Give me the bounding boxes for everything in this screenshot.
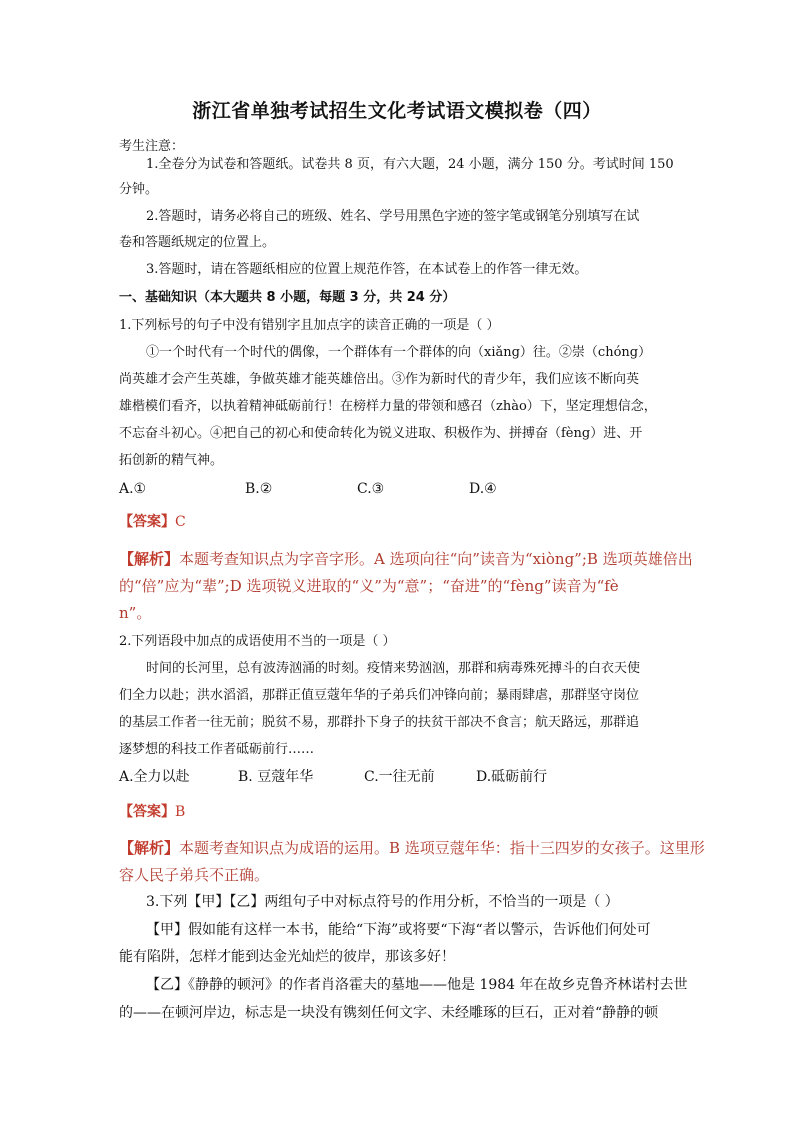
- answer-tag: 【答案】: [119, 514, 175, 530]
- q1-analysis-line-2: 的“倍”应为“辈”;D 选项锐义进取的“义”为“意”；“奋进”的“fèng”读音为“fè: [119, 577, 619, 595]
- q2-option-a: A.全力以赴: [119, 769, 190, 785]
- analysis-tag: 【解析】: [119, 550, 180, 568]
- q1-passage-line: 不忘奋斗初心。④把自己的初心和使命转化为锐义进取、积极作为、拼搏奋（fèng）进、开: [119, 426, 643, 441]
- q1-analysis-line-1: [119, 549, 693, 569]
- q2-option-b: B. 豆蔻年华: [238, 769, 314, 785]
- q2-passage-line: 逐梦想的科技工作者砥砺前行……: [119, 742, 315, 757]
- analysis-text: 本题考查知识点为成语的运用。B 选项豆蔻年华：指十三四岁的女孩子。这里形: [179, 839, 705, 857]
- answer-value: B: [175, 804, 186, 820]
- q2-passage-line: 的基层工作者一往无前；脱贫不易，那群扑下身子的扶贫干部决不食言；航天路远，那群追: [119, 715, 640, 730]
- notice-item-2-cont: 卷和答题纸规定的位置上。: [119, 235, 276, 250]
- section-heading: 一、基础知识（本大题共 8 小题，每题 3 分，共 24 分）: [119, 290, 456, 305]
- q1-passage-line: 拓创新的精气神。: [119, 453, 224, 468]
- q1-option-b: B.②: [245, 481, 273, 497]
- q2-passage-line: 们全力以赴；洪水滔滔，那群正值豆蔻年华的子弟兵们冲锋向前；暴雨肆虐，那群坚守岗位: [119, 688, 640, 703]
- notice-item-1: 1.全卷分为试卷和答题纸。试卷共 8 页，有六大题，24 小题，满分 150 分。考试时间 150: [146, 157, 674, 172]
- q1-option-a: A.①: [119, 481, 147, 497]
- q1-passage-line: ①一个时代有一个时代的偶像，一个群体有一个群体的向（xiǎng）往。②崇（chóng）: [146, 345, 652, 360]
- exam-title: 浙江省单独考试招生文化考试语文模拟卷（四）: [192, 100, 602, 122]
- q1-option-d: D.④: [469, 481, 497, 497]
- q1-passage-line: 雄楷模们看齐，以执着精神砥砺前行！在榜样力量的带领和感召（zhào）下，坚定理想信念，: [119, 399, 657, 414]
- q1-answer: [119, 512, 186, 532]
- question-1-stem: 1.下列标号的句子中没有错别字且加点字的读音正确的一项是（ ）: [119, 318, 500, 333]
- analysis-tag: 【解析】: [119, 839, 180, 857]
- q1-analysis-line-3: n”。: [119, 604, 152, 622]
- notice-item-1-cont: 分钟。: [119, 182, 159, 197]
- notice-item-2: 2.答题时，请务必将自己的班级、姓名、学号用黑色字迹的签字笔或钢笔分别填写在试: [146, 209, 640, 224]
- q3-jia-line-1: 【甲】假如能有这样一本书，能给“下海”或将要“下海“者以警示，告诉他们何处可: [146, 922, 651, 938]
- q2-option-c: C.一往无前: [364, 769, 435, 785]
- notice-item-3: 3.答题时，请在答题纸相应的位置上规范作答，在本试卷上的作答一律无效。: [146, 262, 588, 277]
- analysis-text: 本题考查知识点为字音字形。A 选项向往“向”读音为“xiòng”;B 选项英雄倍出: [179, 550, 693, 568]
- q2-analysis-line-1: [119, 838, 705, 858]
- question-3-stem: 3.下列【甲】【乙】两组句子中对标点符号的作用分析，不恰当的一项是（ ）: [146, 894, 619, 910]
- q3-yi-line-2: 的——在顿河岸边，标志是一块没有镌刻任何文字、未经雕琢的巨石，正对着“静静的顿: [119, 1005, 659, 1021]
- q2-answer: [119, 802, 185, 822]
- q1-option-c: C.③: [357, 481, 385, 497]
- q2-option-d: D.砥砺前行: [476, 769, 548, 785]
- q1-passage-line: 尚英雄才会产生英雄，争做英雄才能英雄倍出。③作为新时代的青少年，我们应该不断向英: [119, 372, 640, 387]
- q3-yi-line-1: 【乙】《静静的顿河》的作者肖洛霍夫的墓地——他是 1984 年在故乡克鲁齐林诺村去世: [146, 977, 688, 993]
- question-2-stem: 2.下列语段中加点的成语使用不当的一项是（ ）: [119, 634, 396, 649]
- q2-passage-line: 时间的长河里，总有波涛汹涌的时刻。疫情来势汹汹，那群和病毒殊死搏斗的白衣天使: [146, 661, 641, 676]
- answer-tag: 【答案】: [119, 804, 175, 820]
- q3-jia-line-2: 能有陷阱，怎样才能到达金光灿烂的彼岸，那该多好！: [119, 949, 455, 965]
- notice-heading: 考生注意：: [119, 139, 185, 154]
- answer-value: C: [175, 514, 186, 530]
- q2-analysis-line-2: 容人民子弟兵不正确。: [119, 866, 270, 884]
